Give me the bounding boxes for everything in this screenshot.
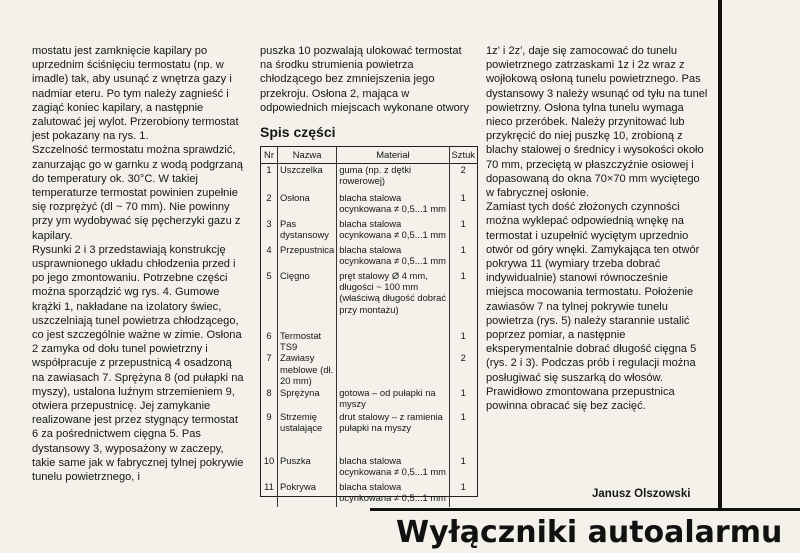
column-header: Nr [261,147,278,164]
table-cell: 1 [460,191,466,203]
table-row [261,330,477,353]
next-article-title: Wyłączniki autoalarmu [396,515,783,550]
table-row [261,218,477,244]
table-cell: Przepustnica [278,244,337,270]
table-cell: 5 [261,270,278,330]
paragraph: Rysunki 2 i 3 przedstawiają konstrukcję usprawnionego układu chłodzenia przed i po jego zmontowaniu. Potrzebne części można sporządzić wg rys. 4. Gumowe krążki 1, nakładane na izolatory świec, uszczelniają tunel powietrza chłodzącego, co jest szczególnie ważne w zimie. Osłona 2 zamyka od dołu tunel powietrzny i współpracuje z przepustnicą 4 osadzoną na zawiasach 7. Sprężyna 8 (od pułapki na myszy), ustalona luźnym strzemieniem 9, otwiera przepustnicę. Jej zamykanie realizowane jest przez stygnący termostat 6 za pośrednictwem cięgna 5. Pas dystansowy 3, wyposażony w zaczepy, takie same jak w fabrycznej tylnej pokrywie tunelu powietrznego, i [32,243,244,484]
table-cell: Pokrywa [278,481,337,507]
table-cell: 1 [460,329,466,341]
table-cell: Termostat TS9 [278,330,337,353]
table-cell: Puszka [278,455,337,481]
text-column-3 [486,44,708,413]
table-cell: 1 [460,243,466,255]
table-cell: 1 [460,454,466,466]
table-cell: blacha stalowa ocynkowana ≠ 0,5...1 mm [337,455,449,481]
paragraph: Zamiast tych dość złożonych czynności można wyklepać odpowiednią wnękę na termostat i uzupełnić wyciętym uprzednio otwór od góry wnęki. Zamykająca ten otwór pokrywa 11 (wymiary trzeba dobrać indywidualnie) stanowi równocześnie miejsca mocowania termostatu. Położenie zawiasów 7 na tylnej pokrywie tunelu powietrza (rys. 5) należy starannie ustalić poprzez pomiar, a następnie eksperymentalnie dobrać długość cięgna 5 (rys. 2 i 3). Podczas prób i regulacji można posługiwać się suszarką do włosów. Prawidłowo zmontowana przepustnica powinna obracać się bez zacięć. [486,201,700,413]
table-cell: 8 [261,387,278,411]
table-row [261,455,477,481]
table-cell: guma (np. z dętki rowerowej) [337,164,449,192]
paragraph: 1z' i 2z', daje się zamocować do tunelu powietrznego zatrzaskami 1z i 2z wraz z wojłokową osłoną tunelu powietrznego. Pas dystansowy 3 należy wsunąć od tyłu na tunel powietrzny. Osłona tylna tunelu wymaga nieco przeróbek. Należy przynitować lub przykręcić do niej puszkę 10, zrobioną z blachy stalowej o średnicy i wysokości około 70 mm, przeciętą w płaszczyźnie osiowej i dopasowaną do okna 70×70 mm wyciętego w fabrycznej osłonie. [486,45,708,200]
table-cell: 1 [460,480,466,492]
table-cell: Sprężyna [278,387,337,411]
table-cell: blacha stalowa ocynkowana ≠ 0,5...1 mm [337,218,449,244]
column-header: Materiał [337,147,449,164]
table-cell: 9 [261,411,278,455]
table-cell: 1 [261,164,278,192]
table-cell: 1 [460,386,466,398]
paragraph: mostatu jest zamknięcie kapilary po uprzednim ściśnięciu termostatu (np. w imadle) tak, aby usunąć z wnętrza gazy i nadmiar eteru. Po tym należy zagnieść i zagiąć koniec kapilary, a następnie zalutować jej wylot. Przerobiony termostat jest pokazany na rys. 1. [32,45,239,143]
table-cell [337,330,449,353]
table-cell: 1 [460,410,466,422]
table-cell: 1 [460,217,466,229]
table-cell: 2 [460,352,466,364]
table-row [261,481,477,507]
table-cell: 1 [460,269,466,281]
column-divider [718,0,722,508]
table-cell: blacha stalowa ocynkowana ≠ 0,5...1 mm [337,481,449,507]
table-cell [337,352,449,386]
paragraph: puszka 10 pozwalają ulokować termostat na środku strumienia powietrza chłodzącego bez zmniejszenia jego przekroju. Osłona 2, mająca w odpowiednich miejscach wykonane otwory [260,45,470,114]
table-row [261,244,477,270]
table-cell: 3 [261,218,278,244]
table-cell: blacha stalowa ocynkowana ≠ 0,5...1 mm [337,244,449,270]
table-cell: pręt stalowy Ø 4 mm, długości ~ 100 mm (właściwą długość dobrać przy montażu) [337,270,449,330]
table-row [261,192,477,218]
table-cell: 6 [261,330,278,353]
table-cell: gotowa – od pułapki na myszy [337,387,449,411]
table-row [261,270,477,330]
table-cell: Cięgno [278,270,337,330]
parts-list-heading: Spis części [260,124,336,140]
table-cell: Uszczelka [278,164,337,192]
table-cell: Pas dystansowy [278,218,337,244]
table-row [261,387,477,411]
text-column-1 [32,44,244,484]
table-row [261,352,477,386]
table-cell: 10 [261,455,278,481]
section-rule [370,508,800,511]
table-cell: drut stalowy – z ramienia pułapki na myszy [337,411,449,455]
column-header: Sztuk [449,147,477,164]
parts-list-table [260,146,478,503]
table-cell: 2 [460,164,466,175]
text-column-2 [260,44,474,115]
table-row [261,164,477,192]
table-cell: 4 [261,244,278,270]
table-cell: Zawiasy meblowe (dł. 20 mm) [278,352,337,386]
table-cell: Osłona [278,192,337,218]
column-header: Nazwa [278,147,337,164]
author-name: Janusz Olszowski [592,488,691,500]
table-cell: Strzemię ustalające [278,411,337,455]
table-cell: 7 [261,352,278,386]
table-cell: blacha stalowa ocynkowana ≠ 0,5...1 mm [337,192,449,218]
paragraph: Szczelność termostatu można sprawdzić, zanurzając go w garnku z wodą podgrzaną do temperatury ok. 30°C. W takiej temperaturze termostat powinien zupełnie się rozprężyć (dl ~ 70 mm). Nie powinny przy ym wydobywać się pęcherzyki gazu z kapilary. [32,144,243,242]
table-cell: 11 [261,481,278,507]
table-row [261,411,477,455]
table-cell: 2 [261,192,278,218]
